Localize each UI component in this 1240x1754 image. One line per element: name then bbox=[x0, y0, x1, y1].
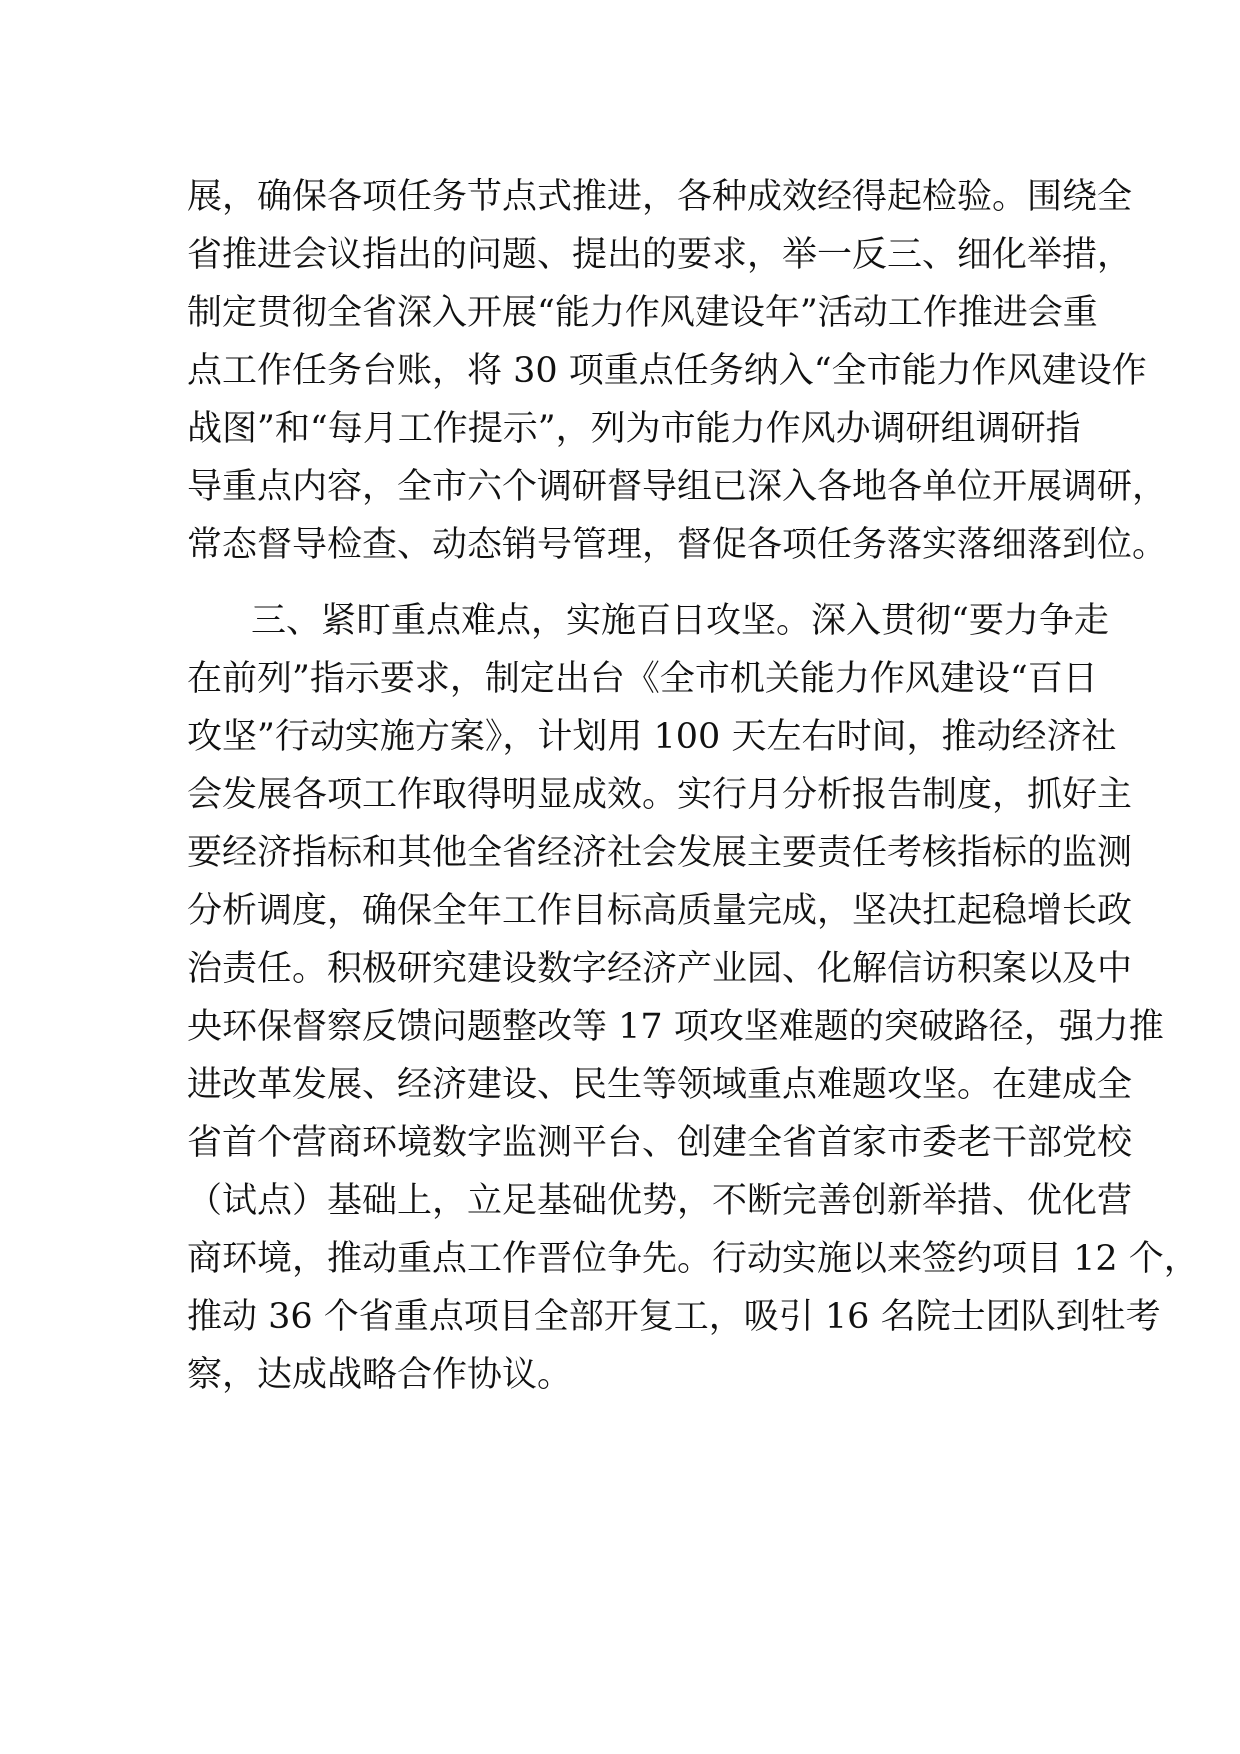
paragraph-2-line-11: （试点）基础上，立足基础优势，不断完善创新举措、优化营 bbox=[187, 1181, 1133, 1221]
paragraph-2-line-10: 省首个营商环境数字监测平台、创建全省首家市委老干部党校 bbox=[187, 1123, 1133, 1163]
paragraph-2-line-14: 察，达成战略合作协议。 bbox=[187, 1355, 573, 1395]
paragraph-2-line-4: 会发展各项工作取得明显成效。实行月分析报告制度，抓好主 bbox=[187, 775, 1133, 815]
paragraph-1-line-4: 点工作任务台账，将 30 项重点任务纳入“全市能力作风建设作 bbox=[187, 351, 1147, 391]
paragraph-2-line-6: 分析调度，确保全年工作目标高质量完成，坚决扛起稳增长政 bbox=[187, 891, 1133, 931]
paragraph-1-line-2: 省推进会议指出的问题、提出的要求，举一反三、细化举措， bbox=[187, 235, 1133, 275]
paragraph-2-line-3: 攻坚”行动实施方案》，计划用 100 天左右时间，推动经济社 bbox=[187, 717, 1117, 757]
paragraph-2-line-1: 三、紧盯重点难点，实施百日攻坚。深入贯彻“要力争走 bbox=[251, 601, 1109, 641]
paragraph-1-line-5: 战图”和“每月工作提示”，列为市能力作风办调研组调研指 bbox=[187, 409, 1081, 449]
paragraph-2-line-7: 治责任。积极研究建设数字经济产业园、化解信访积案以及中 bbox=[187, 949, 1133, 989]
paragraph-1-line-6: 导重点内容，全市六个调研督导组已深入各地各单位开展调研， bbox=[187, 467, 1168, 507]
paragraph-2-line-8: 央环保督察反馈问题整改等 17 项攻坚难题的突破路径，强力推 bbox=[187, 1007, 1164, 1047]
paragraph-2-line-13: 推动 36 个省重点项目全部开复工，吸引 16 名院士团队到牡考 bbox=[187, 1297, 1161, 1337]
paragraph-1-line-7: 常态督导检查、动态销号管理，督促各项任务落实落细落到位。 bbox=[187, 525, 1168, 565]
paragraph-2-line-12: 商环境，推动重点工作晋位争先。行动实施以来签约项目 12 个， bbox=[187, 1239, 1199, 1279]
paragraph-2-line-2: 在前列”指示要求，制定出台《全市机关能力作风建设“百日 bbox=[187, 659, 1098, 699]
paragraph-2-line-5: 要经济指标和其他全省经济社会发展主要责任考核指标的监测 bbox=[187, 833, 1133, 873]
paragraph-2-line-9: 进改革发展、经济建设、民生等领域重点难题攻坚。在建成全 bbox=[187, 1065, 1133, 1105]
paragraph-1-line-3: 制定贯彻全省深入开展“能力作风建设年”活动工作推进会重 bbox=[187, 293, 1098, 333]
paragraph-1-line-1: 展，确保各项任务节点式推进，各种成效经得起检验。围绕全 bbox=[187, 177, 1133, 217]
